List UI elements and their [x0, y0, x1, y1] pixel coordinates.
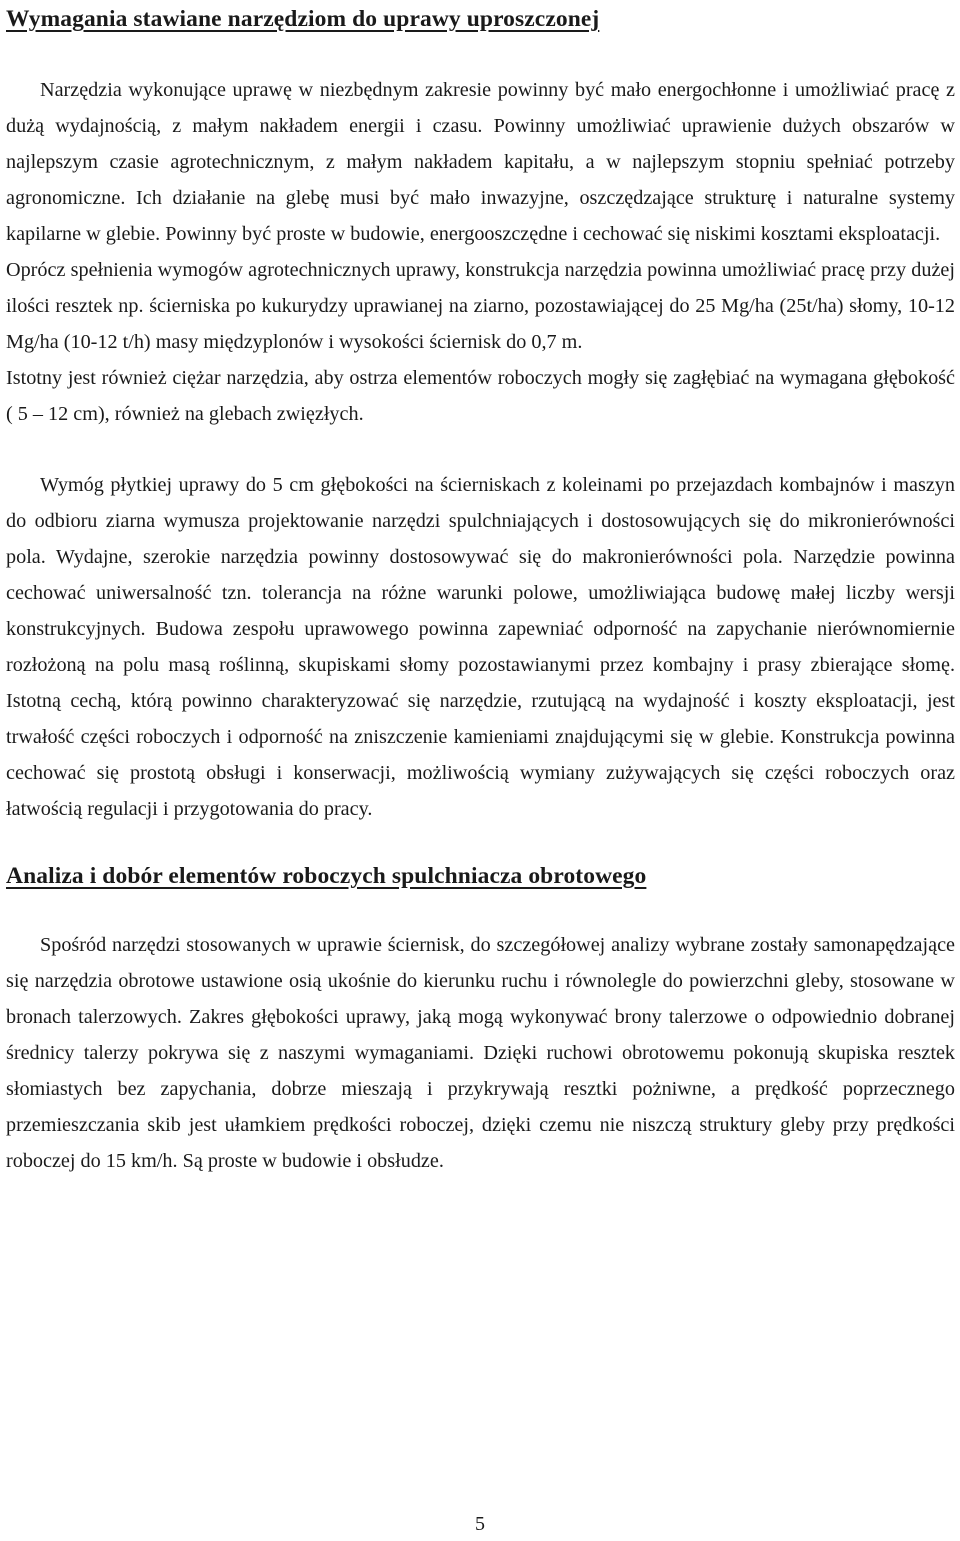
- paragraph: Narzędzia wykonujące uprawę w niezbędnym zakresie powinny być mało energochłonne i umożliwiać pracę z dużą wydajnością, z małym nakładem energii i czasu. Powinny umożliwiać uprawienie dużych obszarów w najlepszym czasie agrotechnicznym, z małym nakładem kapitału, a w najlepszym stopniu spełniać potrzeby agronomiczne. Ich działanie na glebę musi być mało inwazyjne, oszczędzające strukturę i naturalne systemy kapilarne w glebie. Powinny być proste w budowie, energooszczędne i cechować się niskimi kosztami eksploatacji.: [6, 79, 955, 245]
- section-requirements: [6, 4, 955, 827]
- paragraph: Spośród narzędzi stosowanych w uprawie ściernisk, do szczegółowej analizy wybrane zostały samonapędzające się narzędzia obrotowe ustawione osią ukośnie do kierunku ruchu i równolegle do powierzchni gleby, stosowane w bronach talerzowych. Zakres głębokości uprawy, jaką mogą wykonywać brony talerzowe o odpowiednio dobranej średnicy talerzy pokrywa się z naszymi wymaganiami. Dzięki ruchowi obrotowemu pokonują skupiska resztek słomiastych bez zapychania, dobrze mieszają i przykrywają resztki pożniwne, a prędkość poprzecznego przemieszczania skib jest ułamkiem prędkości roboczej, dzięki czemu nie niszczą struktury gleby przy prędkości roboczej do 15 km/h. Są proste w budowie i obsłudze.: [6, 934, 955, 1172]
- paragraph: Istotny jest również ciężar narzędzia, aby ostrza elementów roboczych mogły się zagłębiać na wymagana głębokość ( 5 – 12 cm), również na glebach zwięzłych.: [6, 367, 955, 425]
- section-analysis: [6, 861, 955, 1179]
- section-heading: Analiza i dobór elementów roboczych spulchniacza obrotowego: [6, 863, 647, 889]
- page-number: 5: [475, 1513, 485, 1535]
- paragraph: Wymóg płytkiej uprawy do 5 cm głębokości na ścierniskach z koleinami po przejazdach kombajnów i maszyn do odbioru ziarna wymusza projektowanie narzędzi spulchniających i dostosowujących się do mikronierówności pola. Wydajne, szerokie narzędzia powinny dostosowywać się do makronierówności pola. Narzędzie powinna cechować uniwersalność tzn. tolerancja na różne warunki polowe, umożliwiająca budowę małej liczby wersji konstrukcyjnych. Budowa zespołu uprawowego powinna zapewniać odporność na zapychanie nierównomiernie rozłożoną na polu masą roślinną, skupiskami słomy pozostawianymi przez kombajny i prasy zbierające słomę. Istotną cechą, którą powinno charakteryzować się narzędzie, rzutującą na wydajność i koszty eksploatacji, jest trwałość części roboczych i odporność na zniszczenie kamieniami znajdującymi się w glebie. Konstrukcja powinna cechować się prostotą obsługi i konserwacji, możliwością wymiany zużywających się części roboczych oraz łatwością regulacji i przygotowania do pracy.: [6, 474, 955, 820]
- section-heading: Wymagania stawiane narzędziom do uprawy uproszczonej: [6, 6, 600, 32]
- paragraph: Oprócz spełnienia wymogów agrotechnicznych uprawy, konstrukcja narzędzia powinna umożliwiać pracę przy dużej ilości resztek np. ścierniska po kukurydzy uprawianej na ziarno, pozostawiającej do 25 Mg/ha (25t/ha) słomy, 10-12 Mg/ha (10-12 t/h) masy międzyplonów i wysokości ściernisk do 0,7 m.: [6, 259, 955, 353]
